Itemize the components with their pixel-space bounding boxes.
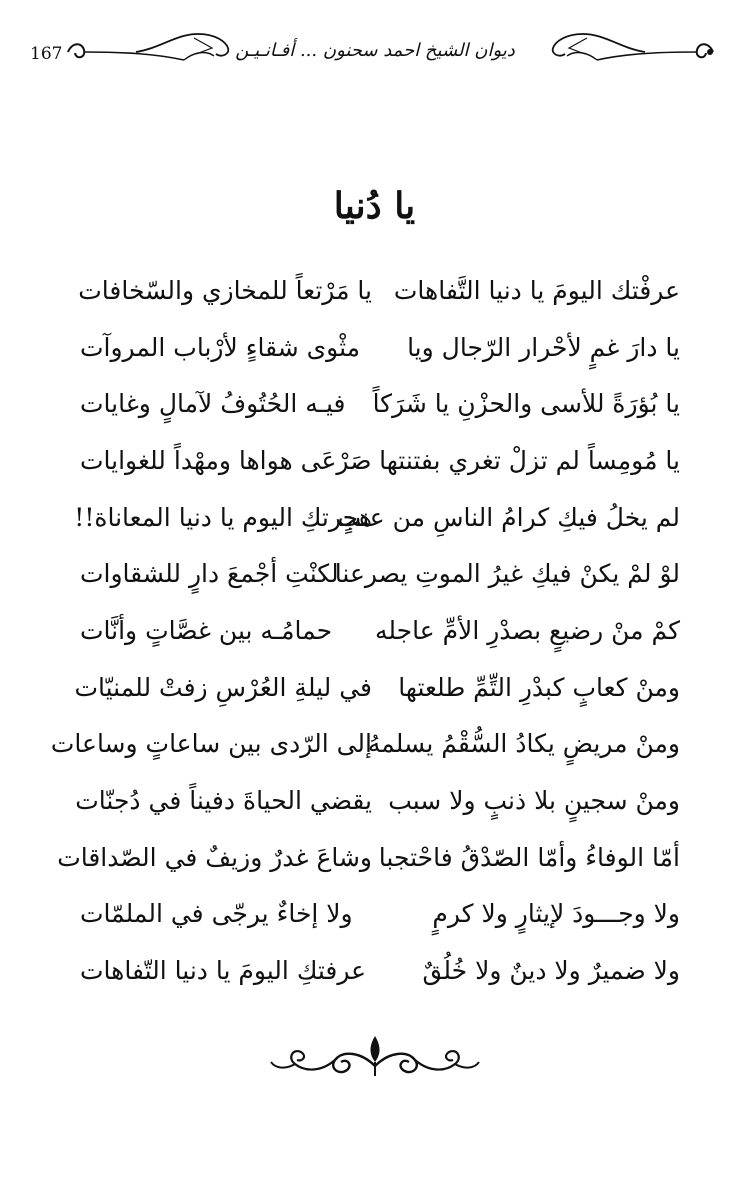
verse-first-hemistich: يا مُومِساً لم تزلْ تغري بفتنتها bbox=[379, 445, 680, 475]
verse bbox=[80, 602, 680, 659]
flourish-right-icon bbox=[540, 30, 715, 70]
verse bbox=[80, 942, 680, 999]
verse-second-hemistich: عرفتكِ اليومَ يا دنيا التّفاهات bbox=[80, 956, 367, 986]
verse-first-hemistich: كمْ منْ رضيعٍ بصدْرِ الأمِّ عاجله bbox=[374, 615, 680, 645]
verse-first-hemistich: أمّا الوفاءُ وأمّا الصّدْقُ فاحْتجبا bbox=[378, 842, 680, 872]
verse bbox=[57, 829, 680, 886]
verse bbox=[80, 375, 680, 432]
page-number: 167 bbox=[30, 44, 63, 64]
page-header bbox=[0, 0, 749, 90]
verse bbox=[74, 489, 680, 546]
verse-first-hemistich: ومنْ كعابٍ كبدْرِ التِّمِّ طلعتها bbox=[398, 672, 680, 702]
verse-second-hemistich: إلى الرّدى بين ساعاتٍ وساعات bbox=[50, 729, 372, 759]
verse bbox=[75, 772, 680, 829]
verse-first-hemistich: لم يخلُ فيكِ كرامُ الناسِ من عنتٍ bbox=[337, 502, 680, 532]
verse bbox=[74, 659, 680, 716]
verse-second-hemistich: حمامُـه بين غصَّاتٍ وأنَّات bbox=[80, 615, 333, 645]
verse-first-hemistich: يا دارَ غمٍ لأحْرار الرّجال ويا bbox=[407, 332, 680, 362]
verse-first-hemistich: ومنْ سجينٍ بلا ذنبٍ ولا سبب bbox=[388, 786, 680, 816]
verse bbox=[80, 545, 680, 602]
verse-second-hemistich: ولا إخاءٌ يرجّى في الملمّات bbox=[80, 899, 353, 929]
verse-second-hemistich: في ليلةِ العُرْسِ زفتْ للمنيّات bbox=[74, 672, 372, 702]
verse bbox=[80, 886, 680, 943]
verse-first-hemistich: لوْ لمْ يكنْ فيكِ غيرُ الموتِ يصرعنا bbox=[334, 559, 680, 589]
verse-second-hemistich: صَرْعَى هواها ومهْداً للغوايات bbox=[80, 445, 372, 475]
fleuron-ornament-icon bbox=[265, 1032, 485, 1082]
book-title: ديوان الشيخ احمد سحنون ... أفـانـيـن bbox=[235, 40, 515, 61]
verse bbox=[80, 262, 680, 319]
verse-second-hemistich: مثْوى شقاءٍ لأرْباب المروآت bbox=[80, 332, 361, 362]
verse-first-hemistich: ولا ضميرٌ ولا دينٌ ولا خُلُقٌ bbox=[422, 956, 680, 986]
verse-first-hemistich: ولا وجـــودَ لإيثارٍ ولا كرمٍ bbox=[432, 899, 680, 929]
verse-second-hemistich: يقضي الحياةَ دفيناً في دُجنّات bbox=[75, 786, 372, 816]
verse bbox=[80, 319, 680, 376]
verse-second-hemistich: فيـه الحُتُوفُ لآمالٍ وغايات bbox=[80, 389, 346, 419]
poem-body bbox=[50, 262, 680, 999]
poem-title: يا دُنيا bbox=[333, 185, 416, 227]
verse bbox=[50, 716, 680, 773]
verse-second-hemistich: وشاعَ غدرٌ وزيفٌ في الصّداقات bbox=[57, 842, 372, 872]
verse-first-hemistich: يا بُؤرَةً للأسى والحزْنِ يا شَرَكاً bbox=[372, 389, 680, 419]
verse-first-hemistich: عرفْتك اليومَ يا دنيا التَّفاهات bbox=[393, 275, 680, 305]
verse-second-hemistich: يا مَرْتعاً للمخازي والسّخافات bbox=[78, 275, 372, 305]
verse-second-hemistich: لكنْتِ أجْمعَ دارٍ للشقاوات bbox=[80, 559, 339, 589]
verse bbox=[80, 432, 680, 489]
verse-first-hemistich: ومنْ مريضٍ يكادُ السُّقْمُ يسلمهُ bbox=[367, 729, 680, 759]
verse-second-hemistich: هجرتكِ اليوم يا دنيا المعاناة!! bbox=[74, 502, 372, 532]
